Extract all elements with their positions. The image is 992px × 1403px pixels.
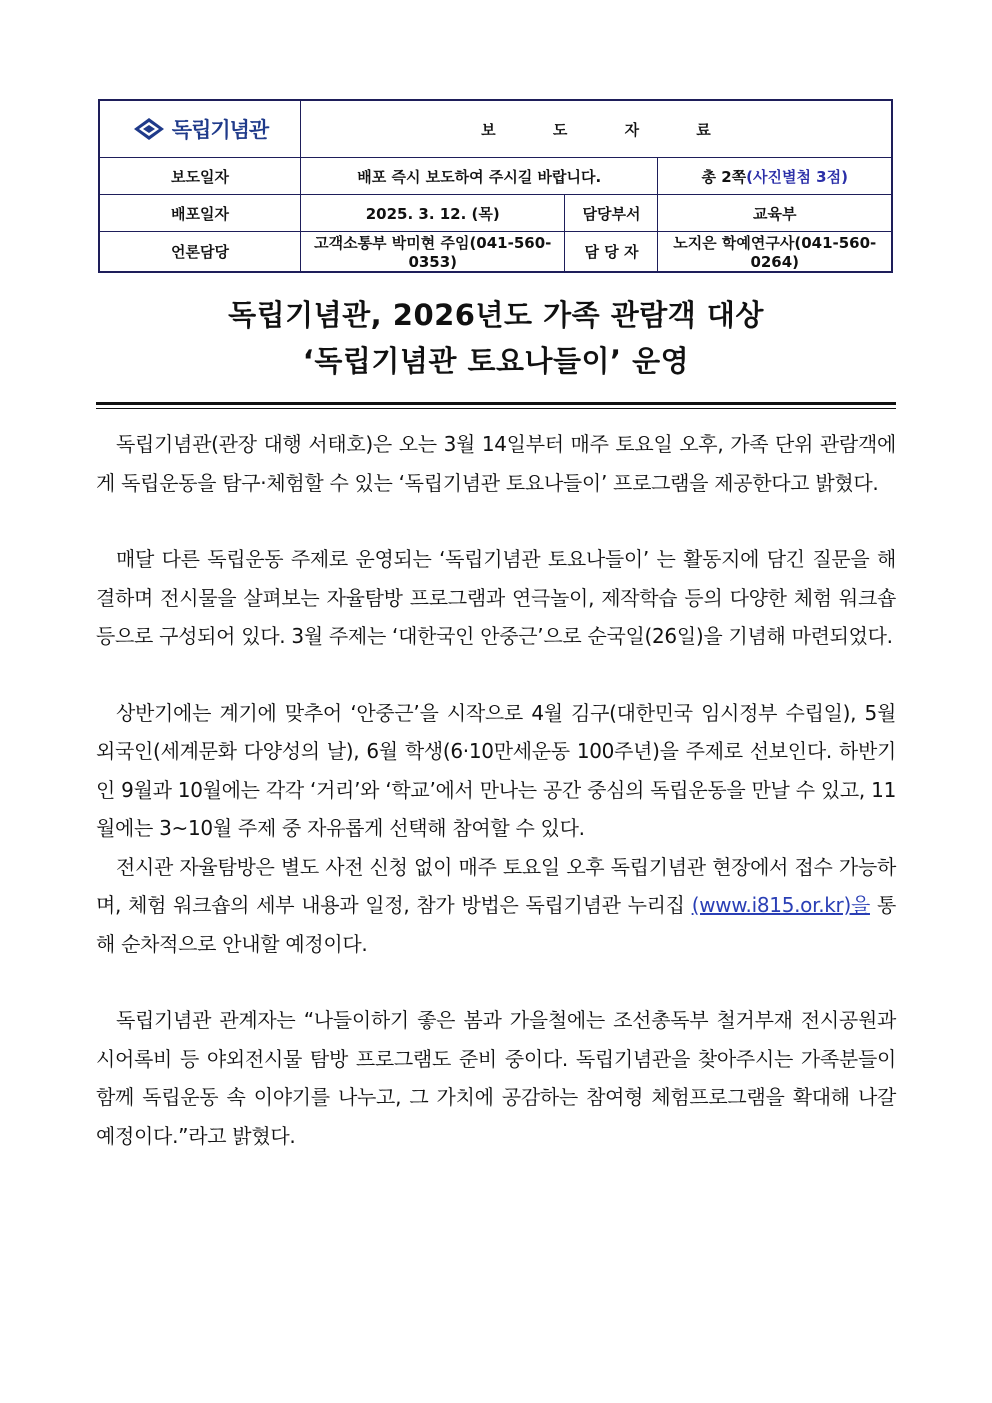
page-count	[658, 158, 892, 195]
distribution-date-label: 배포일자	[99, 195, 301, 232]
press-release-header-table	[98, 99, 893, 273]
distribution-date-value: 2025. 3. 12. (목)	[301, 195, 565, 232]
article-body	[96, 425, 896, 1155]
website-link[interactable]: (www.i815.or.kr)을	[691, 893, 870, 917]
org-logo	[100, 114, 300, 144]
page-count-total: 총 2쪽	[701, 167, 747, 186]
paragraph-4	[96, 848, 896, 964]
release-date-label: 보도일자	[99, 158, 301, 195]
photo-attachment-count: (사진별첨 3점)	[746, 167, 848, 186]
press-contact-label: 언론담당	[99, 232, 301, 273]
paragraph-5: 독립기념관 관계자는 “나들이하기 좋은 봄과 가을철에는 조선총독부 철거부재 전시공원과 시어록비 등 야외전시물 탐방 프로그램도 준비 중이다. 독립기념관을 찾아주시는 가족분들이 함께 독립운동 속 이야기를 나누고, 그 가치에 공감하는 참여형 체험프로그램을 확대해 나갈 예정이다.”라고 밝혔다.	[96, 1008, 896, 1148]
org-name: 독립기념관	[171, 118, 269, 142]
staff-value: 노지은 학예연구사(041-560-0264)	[658, 232, 892, 273]
press-contact-value: 고객소통부 박미현 주임(041-560-0353)	[301, 232, 565, 273]
staff-label: 담 당 자	[565, 232, 658, 273]
headline-line-1: 독립기념관, 2026년도 가족 관람객 대상	[228, 298, 764, 332]
paragraph-4-text-a: 전시관 자율탐방은 별도 사전 신청 없이 매주 토요일 오후 독립기념관 현장에서 접수 가능하며, 체험 워크숍의 세부 내용과 일정, 참가 방법은 독립기념관 누리집	[96, 854, 896, 917]
paragraph-4-text-b: 통해 순차적으로 안내할 예정이다.	[96, 893, 897, 956]
department-label: 담당부서	[565, 195, 658, 232]
doc-title: 보 도 자 료	[301, 100, 893, 158]
department-value: 교육부	[658, 195, 892, 232]
release-date-value: 배포 즉시 보도하여 주시길 바랍니다.	[301, 158, 658, 195]
headline-line-2: ‘독립기념관 토요나들이’ 운영	[302, 344, 690, 378]
divider-thick	[96, 402, 896, 405]
headline	[0, 292, 992, 384]
divider-thin	[96, 408, 896, 409]
logo-cell	[99, 100, 301, 158]
paragraph-3: 상반기에는 계기에 맞추어 ‘안중근’을 시작으로 4월 김구(대한민국 임시정부 수립일), 5월 외국인(세계문화 다양성의 날), 6월 학생(6·10만세운동 100주년)을 주제로 선보인다. 하반기인 9월과 10월에는 각각 ‘거리’와 ‘학교’에서 만나는 공간 중심의 독립운동을 만날 수 있고, 11월에는 3~10월 주제 중 자유롭게 선택해 참여할 수 있다.	[96, 700, 896, 840]
paragraph-1: 독립기념관(관장 대행 서태호)은 오는 3월 14일부터 매주 토요일 오후, 가족 단위 관람객에게 독립운동을 탐구·체험할 수 있는 ‘독립기념관 토요나들이’ 프로그램을 제공한다고 밝혔다.	[96, 432, 896, 495]
org-emblem-icon	[132, 116, 166, 142]
paragraph-2: 매달 다른 독립운동 주제로 운영되는 ‘독립기념관 토요나들이’ 는 활동지에 담긴 질문을 해결하며 전시물을 살펴보는 자율탐방 프로그램과 연극놀이, 제작학습 등의 다양한 체험 워크숍 등으로 구성되어 있다. 3월 주제는 ‘대한국인 안중근’으로 순국일(26일)을 기념해 마련되었다.	[96, 547, 896, 648]
